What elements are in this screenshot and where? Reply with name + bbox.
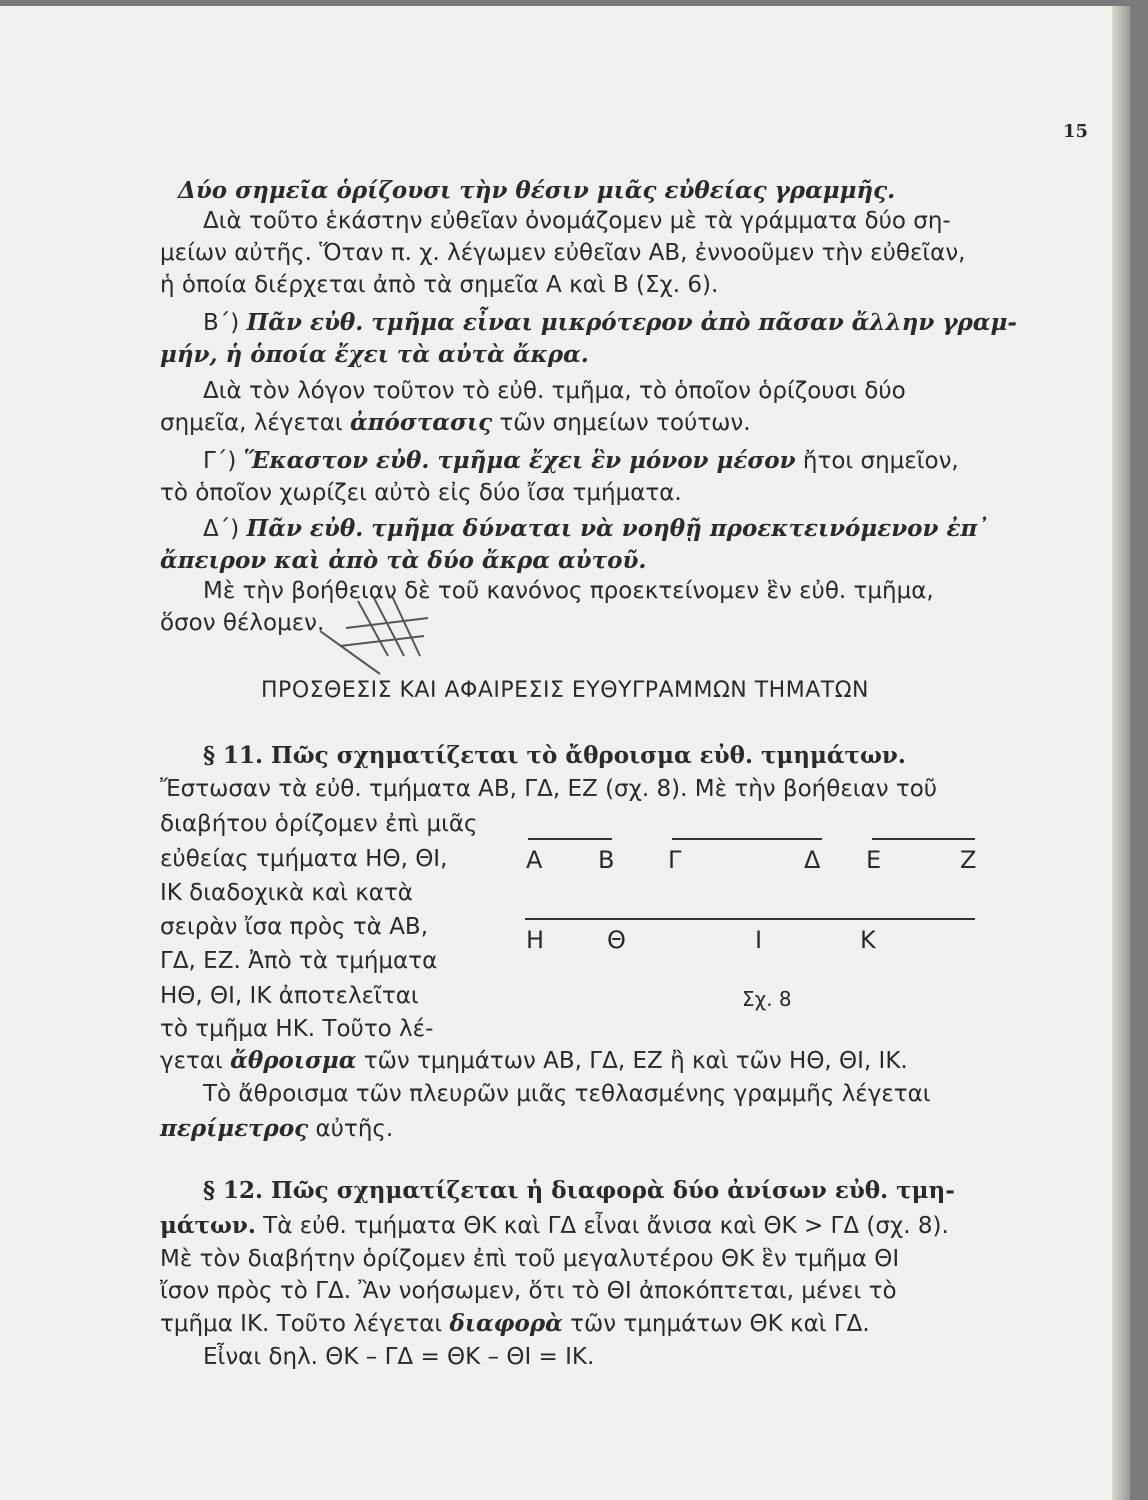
text-run: τὸ τμῆμα ΗΚ. Τοῦτο λέ- [160, 1016, 434, 1042]
figure-8 [0, 6, 1130, 1500]
book-page [0, 6, 1130, 1500]
text-run: γεται [160, 1048, 231, 1074]
text-run: διαβήτου ὁρίζομεν ἐπὶ μιᾶς [160, 811, 478, 837]
text-run: μείων αὐτῆς. Ὅταν π. χ. λέγωμεν εὐθεῖαν ΑΒ, ἐννοοῦμεν τὴν εὐθεῖαν, [160, 240, 966, 266]
label-a: Α [526, 846, 543, 874]
text-run: ὅσον θέλομεν. [160, 610, 325, 636]
text-run: ΓΔ, ΕΖ. Ἀπὸ τὰ τμήματα [160, 948, 438, 974]
section-heading: ΠΡΟΣΘΕΣΙΣ ΚΑΙ ΑΦΑΙΡΕΣΙΣ ΕΥΘΥΓΡΑΜΜΩΝ ΤΗΜΑΤΩΝ [261, 678, 869, 703]
text-run: Διὰ τοῦτο ἑκάστην εὐθεῖαν ὀνομάζομεν μὲ τὰ γράμματα δύο ση- [203, 208, 951, 234]
emphasized-text: ἄπειρον καὶ ἀπὸ τὰ δύο ἄκρα αὐτοῦ. [160, 547, 647, 574]
label-k: Κ [860, 926, 876, 954]
text-run: Τὰ εὐθ. τμήματα ΘΚ καὶ ΓΔ εἶναι ἄνισα καὶ ΘΚ > ΓΔ (σχ. 8). [255, 1213, 949, 1239]
text-run: τῶν σημείων τούτων. [492, 410, 751, 436]
text-run: ἡ ὁποία διέρχεται ἀπὸ τὰ σημεῖα Α καὶ Β (Σχ. 6). [160, 272, 719, 298]
text-run: εὐθείας τμήματα ΗΘ, ΘΙ, [160, 846, 448, 872]
page-number: 15 [1062, 121, 1088, 142]
text-run: Μὲ τὸν διαβήτην ὁρίζομεν ἐπὶ τοῦ μεγαλυτέρου ΘΚ ἓν τμῆμα ΘΙ [160, 1246, 900, 1272]
emphasized-text: μάτων. [160, 1212, 256, 1239]
text-run: σημεῖα, λέγεται [160, 410, 350, 436]
text-run: ΙΚ διαδοχικὰ καὶ κατὰ [160, 880, 413, 906]
text-run: τῶν τμημάτων ΘΚ καὶ ΓΔ. [562, 1311, 870, 1337]
emphasized-text: μήν, ἡ ὁποία ἔχει τὰ αὐτὰ ἄκρα. [160, 341, 589, 368]
text-run: ΗΘ, ΘΙ, ΙΚ ἀποτελεῖται [160, 983, 419, 1009]
label-th: Θ [607, 926, 626, 954]
text-run: ἴσον πρὸς τὸ ΓΔ. Ἂν νοήσωμεν, ὅτι τὸ ΘΙ ἀποκόπτεται, μένει τὸ [160, 1278, 897, 1304]
emphasized-text: διαφορὰ [449, 1310, 563, 1337]
emphasized-text: ἄθροισμα [230, 1047, 357, 1074]
text-run: σειρὰν ἴσα πρὸς τὰ ΑΒ, [160, 914, 429, 940]
label-i: Ι [755, 926, 763, 954]
text-run: Διὰ τὸν λόγον τοῦτον τὸ εὐθ. τμῆμα, τὸ ὁποῖον ὁρίζουσι δύο [203, 378, 906, 404]
text-run: Εἶναι δηλ. ΘΚ – ΓΔ = ΘΚ – ΘΙ = ΙΚ. [203, 1344, 595, 1370]
label-h: Η [526, 926, 545, 954]
label-z: Ζ [960, 846, 977, 874]
emphasized-text: περίμετρος [160, 1115, 309, 1142]
text-run: τῶν τμημάτων ΑΒ, ΓΔ, ΕΖ ἢ καὶ τῶν ΗΘ, ΘΙ, ΙΚ. [356, 1048, 908, 1074]
emphasized-text: Πᾶν εὐθ. τμῆμα δύναται νὰ νοηθῇ προεκτεινόμενον ἐπ᾽ [246, 515, 989, 542]
label-e: Ε [866, 846, 882, 874]
emphasized-text: Πᾶν εὐθ. τμῆμα εἶναι μικρότερον ἀπὸ πᾶσαν ἄλλην γραμ- [246, 309, 1017, 336]
figure-caption: Σχ. 8 [742, 987, 792, 1011]
text-run: αὐτῆς. [308, 1116, 394, 1142]
text-run: ἤτοι σημεῖον, [795, 448, 959, 474]
emphasized-text: § 11. Πῶς σχηματίζεται τὸ ἄθροισμα εὐθ. τμημάτων. [203, 742, 906, 769]
emphasized-text: Δύο σημεῖα ὁρίζουσι τὴν θέσιν μιᾶς εὐθείας γραμμῆς. [178, 177, 896, 204]
label-b: Β [598, 846, 615, 874]
text-run: Μὲ τὴν βοήθειαν δὲ τοῦ κανόνος προεκτείνομεν ἓν εὐθ. τμῆμα, [203, 578, 934, 604]
text-run: Β΄) [203, 310, 247, 336]
text-run: τμῆμα ΙΚ. Τοῦτο λέγεται [160, 1311, 450, 1337]
label-g: Γ [668, 846, 682, 874]
text-run: Τὸ ἄθροισμα τῶν πλευρῶν μιᾶς τεθλασμένης γραμμῆς λέγεται [203, 1081, 931, 1107]
label-d: Δ [804, 846, 821, 874]
pen-scribble-mark [320, 596, 428, 674]
text-run: Δ΄) [203, 516, 247, 542]
emphasized-text: § 12. Πῶς σχηματίζεται ἡ διαφορὰ δύο ἀνίσων εὐθ. τμη- [203, 1177, 955, 1204]
emphasized-text: Ἕκαστον εὐθ. τμῆμα ἔχει ἓν μόνον μέσον [243, 447, 796, 474]
text-run: Γ΄) [203, 448, 244, 474]
text-run: τὸ ὁποῖον χωρίζει αὐτὸ εἰς δύο ἴσα τμήματα. [160, 480, 682, 506]
text-run: Ἔστωσαν τὰ εὐθ. τμήματα ΑΒ, ΓΔ, ΕΖ (σχ. 8). Μὲ τὴν βοήθειαν τοῦ [160, 776, 938, 802]
emphasized-text: ἀπόστασις [349, 409, 493, 436]
